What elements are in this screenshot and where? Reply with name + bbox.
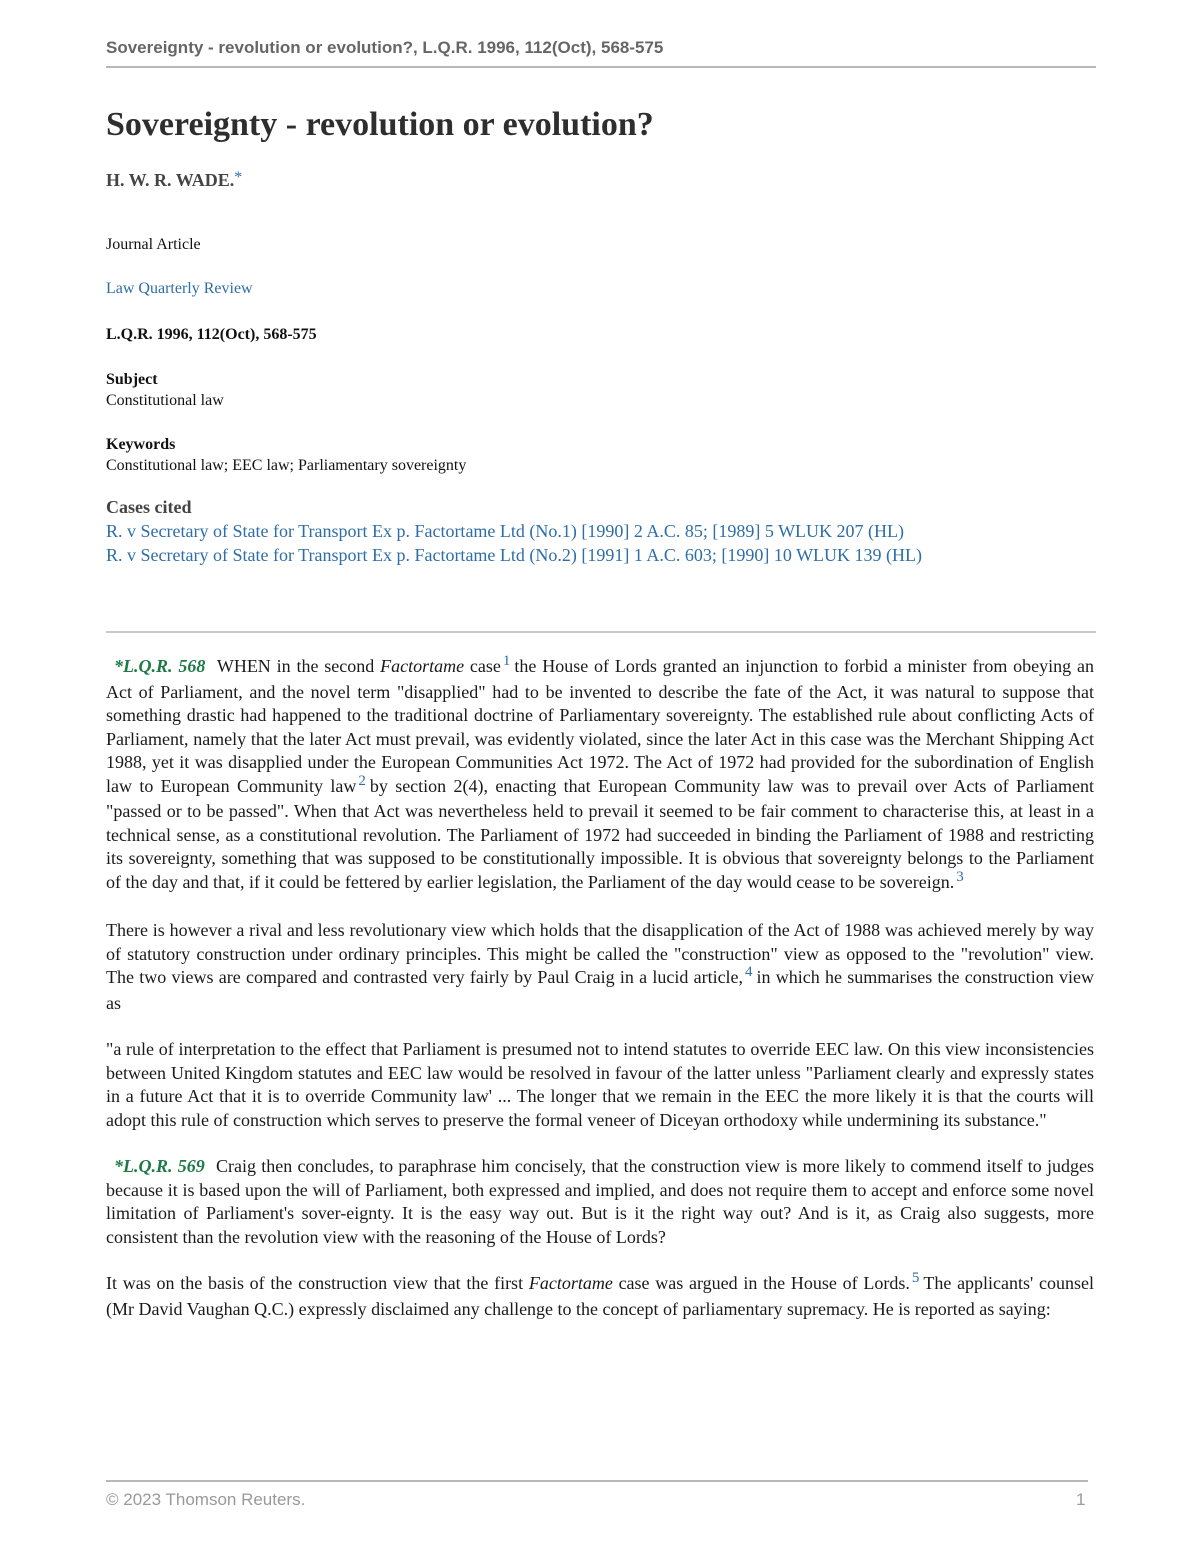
- article-body: [106, 655, 1094, 1344]
- author-name: H. W. R. WADE.: [106, 170, 235, 190]
- footnote-link[interactable]: 4: [745, 964, 753, 980]
- case-name-emphasis: Factortame: [380, 656, 465, 676]
- header-divider: [106, 66, 1096, 68]
- paragraph-text: It was on the basis of the construction view that the first: [106, 1273, 524, 1293]
- paragraph-text: Craig then concludes, to paraphrase him concisely, that the construction view is more likely to commend itself to judges because it is based upon the will of Parliament, both expressed and implied, and does not require them to accept and enforce some novel limitation of Parliament's sover-eignty. It is the easy way out. But is it the right way out? And is it, as Craig also suggests, more consistent than the revolution view with the reasoning of the House of Lords?: [106, 1156, 1095, 1247]
- body-paragraph: [106, 919, 1094, 1015]
- paragraph-text: case: [469, 656, 501, 676]
- body-paragraph: [106, 1272, 1094, 1321]
- citation: L.Q.R. 1996, 112(Oct), 568-575: [106, 326, 317, 343]
- keywords-value: Constitutional law; EEC law; Parliamentary sovereignty: [106, 457, 467, 474]
- paragraph-text: WHEN in the second: [216, 656, 375, 676]
- case-link[interactable]: R. v Secretary of State for Transport Ex p. Factortame Ltd (No.2) [1991] 1 A.C. 603; [1990] 10 WLUK 139 (HL): [106, 545, 923, 565]
- quote-paragraph: [106, 1038, 1094, 1132]
- footer-divider: [106, 1480, 1088, 1482]
- paragraph-text: in which he summarises the construction view as: [106, 967, 1094, 1013]
- footnote-link[interactable]: 1: [502, 653, 511, 669]
- footnote-link[interactable]: 3: [956, 868, 964, 885]
- keywords-label: Keywords: [106, 436, 176, 453]
- subject-section: [106, 369, 224, 411]
- page-marker: *L.Q.R. 568: [114, 656, 206, 676]
- paragraph-text: by section 2(4), enacting that European Community law was to prevail over Acts of Parliament "passed or to be passed". When that Act was nevertheless held to prevail it seemed to be fair comment to characterise this, at least in a technical sense, as a constitutional revolution. The Parliament of 1972 had succeeded in binding the Parliament of 1988 and restricting its sovereignty, something that was supposed to be constitutionally impossible. It is obvious that sovereignty belongs to the Parliament of the day and that, if it could be fettered by earlier legislation, the Parliament of the day would cease to be sovereign.: [106, 775, 1094, 892]
- paragraph-text: There is however a rival and less revolutionary view which holds that the disapplication of the Act of 1988 was achieved merely by way of statutory construction under ordinary principles. This might be called the "construction" view as opposed to the "revolution" view. The two views are compared and contrasted very fairly by Paul Craig in a lucid article,: [106, 920, 1094, 987]
- journal-link[interactable]: Law Quarterly Review: [106, 280, 253, 297]
- footnote-link[interactable]: 5: [911, 1270, 920, 1286]
- document-type: Journal Article: [106, 236, 201, 253]
- paragraph-text: the House of Lords granted an injunction to forbid a minister from obeying an Act of Parliament, and the novel term "disapplied" had to be invented to describe the fate of the Act, it was natural to suppose that something drastic had happened to the traditional doctrine of Parliamentary sovereignty. The established rule about conflicting Acts of Parliament, namely that the later Act must prevail, was evidently violated, since the later Act in this case was the Merchant Shipping Act 1988, yet it was disapplied under the European Communities Act 1972. The Act of 1972 had provided for the subordination of English law to European Community law: [106, 656, 1094, 796]
- article-title: Sovereignty - revolution or evolution?: [106, 106, 654, 143]
- keywords-section: [106, 434, 466, 476]
- section-divider: [106, 631, 1096, 633]
- page-number: 1: [1076, 1490, 1086, 1509]
- copyright-notice: © 2023 Thomson Reuters.: [106, 1490, 306, 1509]
- body-paragraph: [106, 1155, 1094, 1249]
- case-link[interactable]: R. v Secretary of State for Transport Ex p. Factortame Ltd (No.1) [1990] 2 A.C. 85; [1989] 5 WLUK 207 (HL): [106, 521, 905, 541]
- author-footnote-link[interactable]: *: [234, 169, 243, 186]
- subject-label: Subject: [106, 371, 158, 388]
- paragraph-text: "a rule of interpretation to the effect that Parliament is presumed not to intend statutes to override EEC law. On this view inconsistencies between United Kingdom statutes and EEC law would be resolved in favour of the latter unless "Parliament clearly and expressly states in a future Act that it is to override Community law' ... The longer that we remain in the EEC the more likely it is that the courts will adopt this rule of construction which serves to preserve the formal veneer of Diceyan orthodoxy while undermining its substance.": [106, 1039, 1094, 1130]
- body-paragraph: [106, 655, 1094, 896]
- paragraph-text: The applicants' counsel (Mr David Vaughan Q.C.) expressly disclaimed any challenge to the concept of parliamentary supremacy. He is reported as saying:: [106, 1273, 1095, 1319]
- cases-cited-label: Cases cited: [106, 497, 192, 517]
- cases-cited-section: [106, 495, 922, 567]
- subject-value: Constitutional law: [106, 392, 224, 409]
- footnote-link[interactable]: 2: [358, 772, 366, 789]
- paragraph-text: case was argued in the House of Lords.: [618, 1273, 910, 1293]
- author-line: [106, 170, 242, 191]
- page-marker: *L.Q.R. 569: [114, 1156, 205, 1176]
- running-header: Sovereignty - revolution or evolution?, L.Q.R. 1996, 112(Oct), 568-575: [106, 38, 664, 57]
- case-name-emphasis: Factortame: [528, 1273, 613, 1293]
